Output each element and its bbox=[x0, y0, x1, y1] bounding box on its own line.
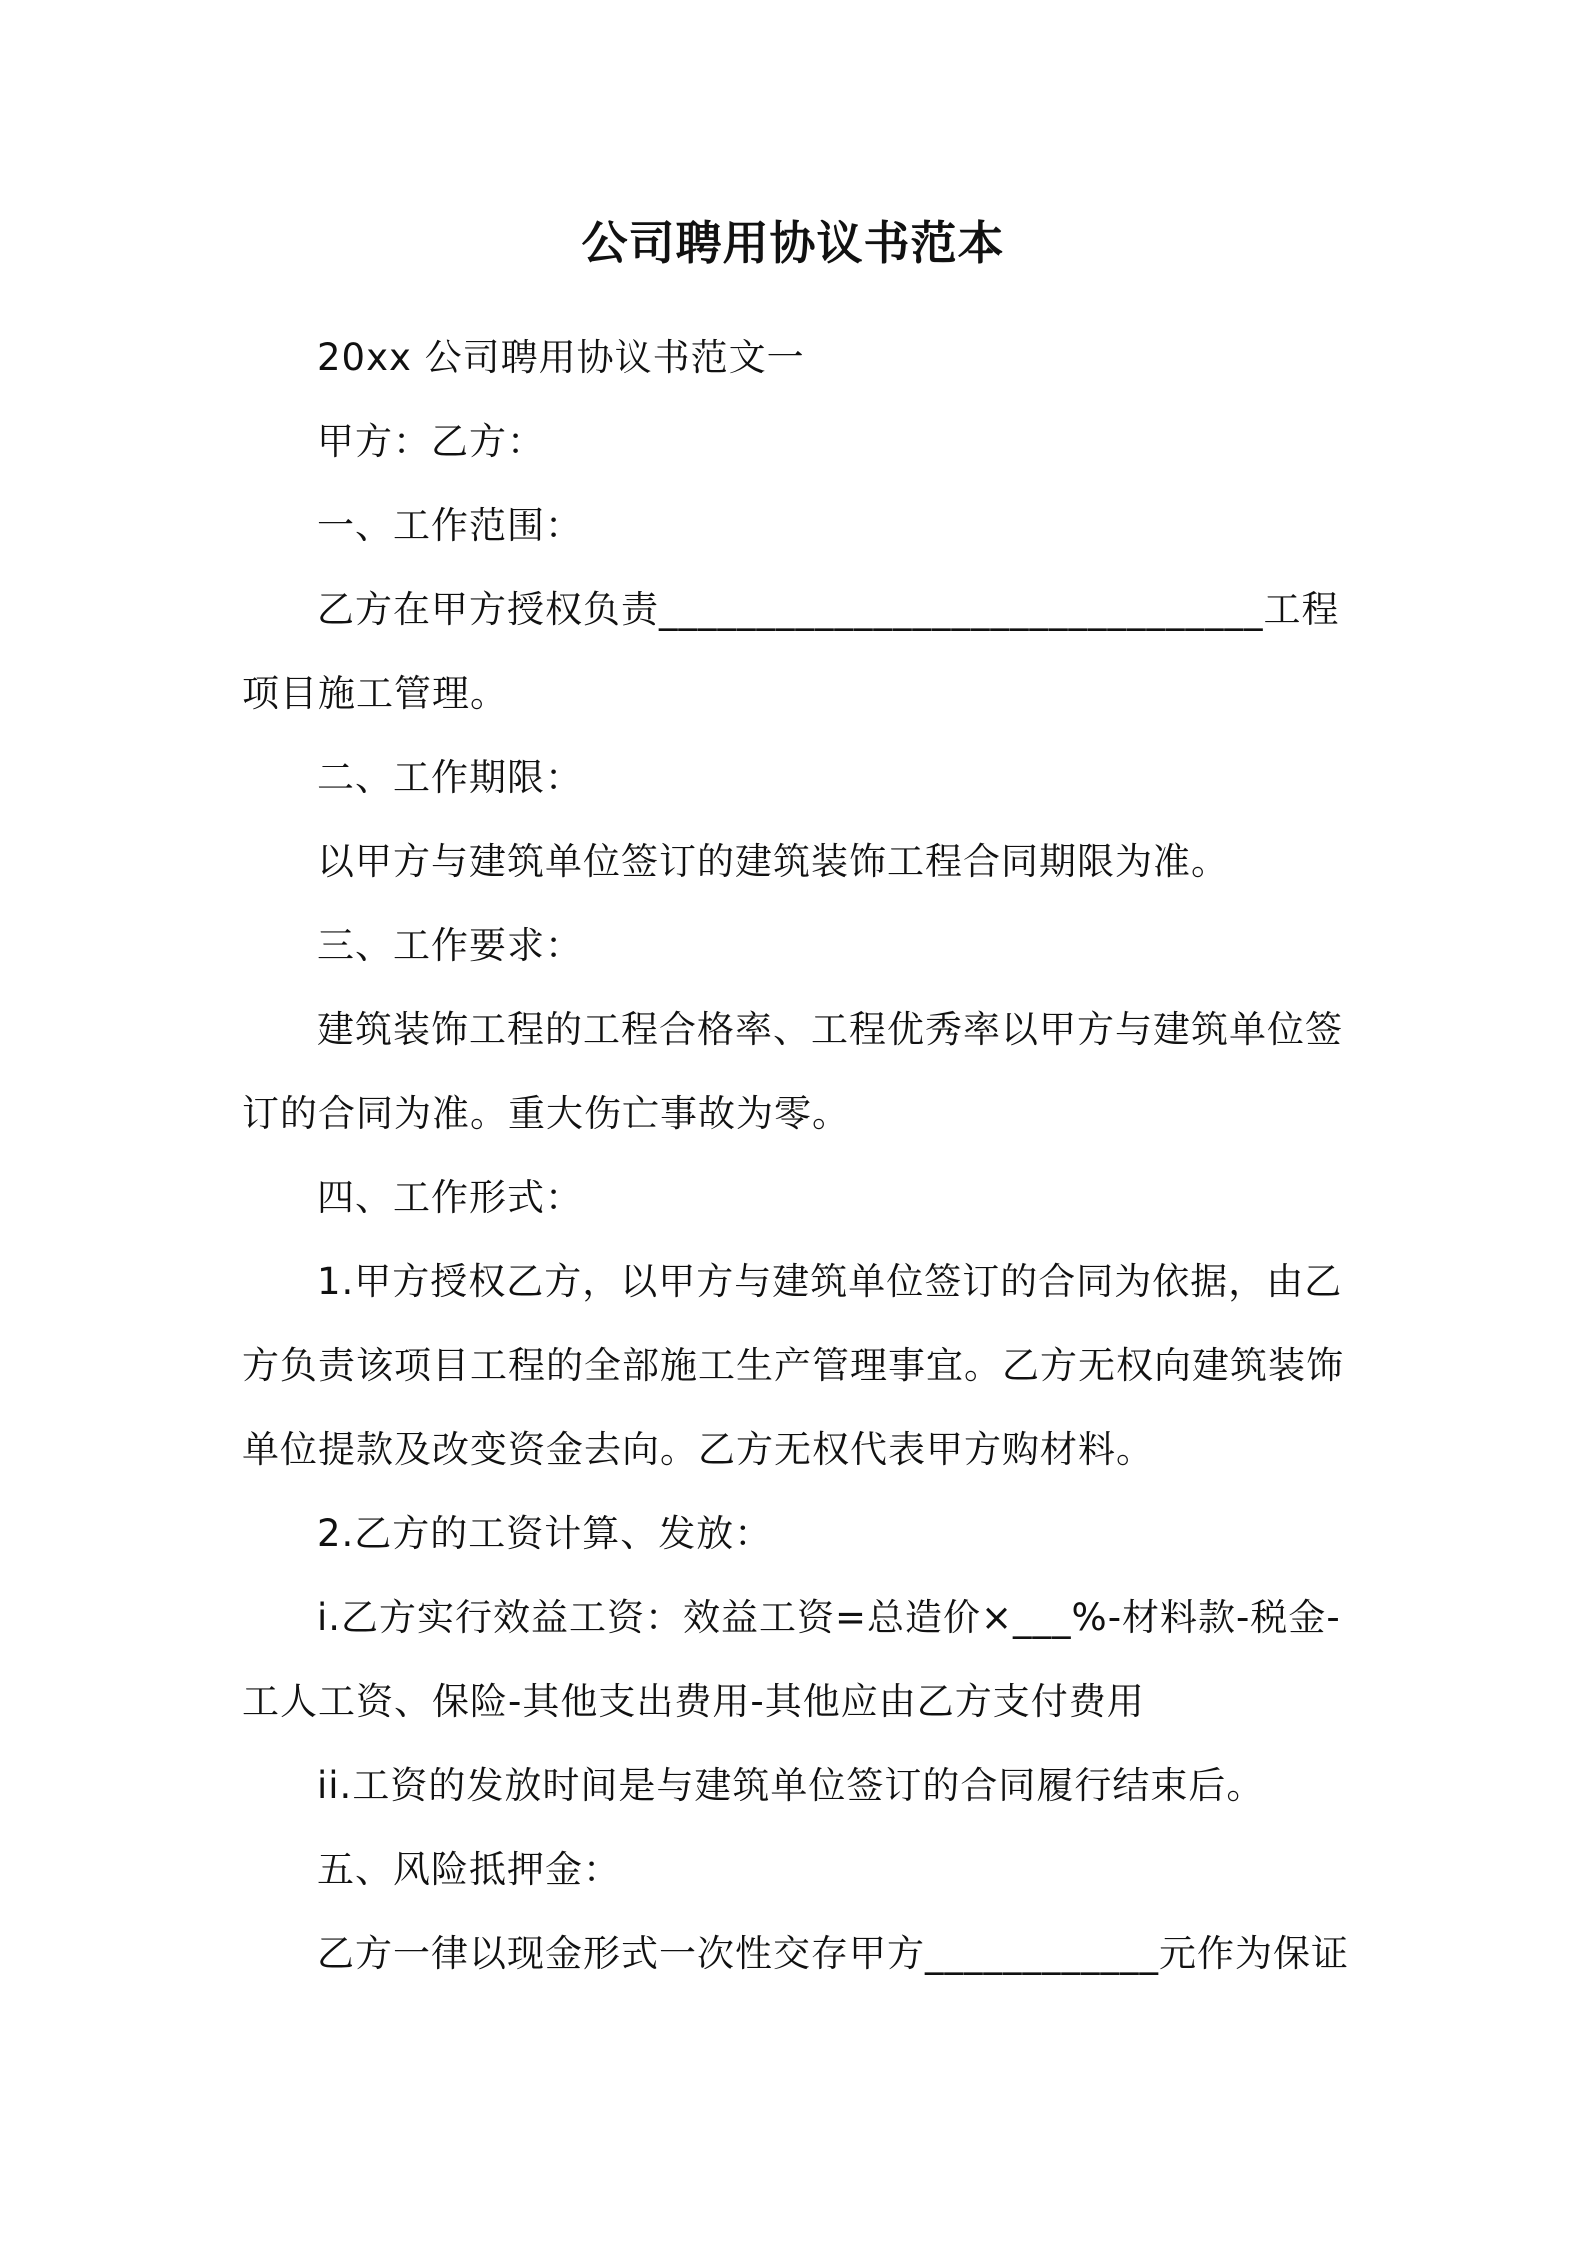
paragraph-work-form-2: 2.乙方的工资计算、发放： bbox=[317, 1512, 773, 1555]
paragraph-parties: 甲方：乙方： bbox=[317, 420, 545, 463]
paragraph-work-requirements: 建筑装饰工程的工程合格率、工程优秀率以甲方与建筑单位签订的合同为准。重大伤亡事故为零。 bbox=[242, 1008, 1343, 1135]
document-body bbox=[242, 316, 1352, 1996]
paragraph-salary-i: i.乙方实行效益工资：效益工资=总造价×___%-材料款-税金-工人工资、保险-其他支出费用-其他应由乙方支付费用 bbox=[242, 1596, 1341, 1723]
paragraph-work-form-1: 1.甲方授权乙方，以甲方与建筑单位签订的合同为依据，由乙方负责该项目工程的全部施工生产管理事宜。乙方无权向建筑装饰单位提款及改变资金去向。乙方无权代表甲方购材料。 bbox=[242, 1260, 1344, 1471]
paragraph-subtitle: 20xx 公司聘用协议书范文一 bbox=[317, 336, 805, 379]
paragraph-work-scope: 乙方在甲方授权负责_______________________________工程项目施工管理。 bbox=[242, 588, 1340, 715]
paragraph-risk-deposit: 乙方一律以现金形式一次性交存甲方____________元作为保证 bbox=[317, 1932, 1349, 1975]
heading-work-requirements: 三、工作要求： bbox=[317, 924, 583, 967]
heading-work-form: 四、工作形式： bbox=[317, 1176, 583, 1219]
heading-work-scope: 一、工作范围： bbox=[317, 504, 583, 547]
paragraph-work-term: 以甲方与建筑单位签订的建筑装饰工程合同期限为准。 bbox=[317, 840, 1229, 883]
heading-risk-deposit: 五、风险抵押金： bbox=[317, 1848, 621, 1891]
heading-work-term: 二、工作期限： bbox=[317, 756, 583, 799]
paragraph-salary-ii: ii.工资的发放时间是与建筑单位签订的合同履行结束后。 bbox=[317, 1764, 1265, 1807]
document-title: 公司聘用协议书范本 bbox=[581, 216, 1005, 270]
